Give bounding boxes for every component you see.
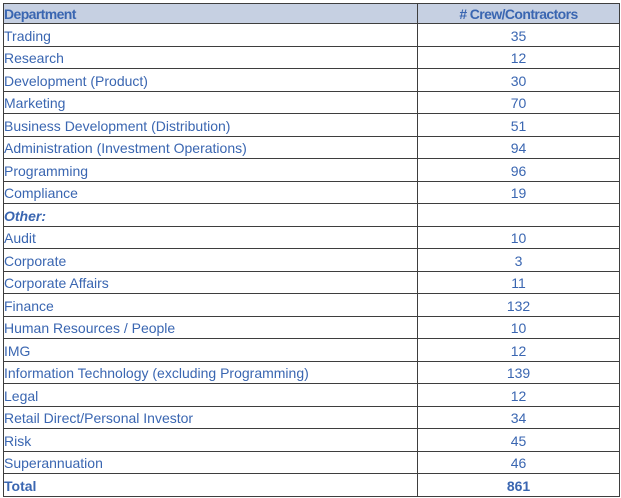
table-row — [4, 361, 620, 384]
table-row — [4, 249, 620, 272]
table-row — [4, 24, 620, 47]
table-row — [4, 114, 620, 137]
count-cell: 30 — [418, 69, 620, 92]
table-row — [4, 69, 620, 92]
department-cell: Corporate Affairs — [4, 271, 418, 294]
table-row — [4, 384, 620, 407]
department-cell: Superannuation — [4, 451, 418, 474]
total-count: 861 — [418, 474, 620, 497]
department-cell: Compliance — [4, 181, 418, 204]
count-cell: 139 — [418, 361, 620, 384]
count-cell: 132 — [418, 294, 620, 317]
table-row — [4, 451, 620, 474]
department-cell: IMG — [4, 339, 418, 362]
count-cell: 12 — [418, 384, 620, 407]
table-row — [4, 181, 620, 204]
table-row — [4, 429, 620, 452]
department-cell: Audit — [4, 226, 418, 249]
table-row — [4, 46, 620, 69]
table-row — [4, 316, 620, 339]
department-cell: Administration (Investment Operations) — [4, 136, 418, 159]
total-row — [4, 474, 620, 497]
count-cell: 96 — [418, 159, 620, 182]
header-row — [4, 4, 620, 24]
department-cell: Development (Product) — [4, 69, 418, 92]
table-row — [4, 136, 620, 159]
department-cell: Marketing — [4, 91, 418, 114]
table-row — [4, 226, 620, 249]
table-row — [4, 406, 620, 429]
department-cell: Business Development (Distribution) — [4, 114, 418, 137]
count-cell: 34 — [418, 406, 620, 429]
department-crew-table — [3, 3, 620, 497]
department-cell: Corporate — [4, 249, 418, 272]
department-cell: Human Resources / People — [4, 316, 418, 339]
department-column-header: Department — [4, 4, 418, 24]
department-cell: Trading — [4, 24, 418, 47]
count-cell: 10 — [418, 226, 620, 249]
count-cell: 35 — [418, 24, 620, 47]
department-cell: Finance — [4, 294, 418, 317]
count-cell: 3 — [418, 249, 620, 272]
department-cell: Legal — [4, 384, 418, 407]
department-cell: Retail Direct/Personal Investor — [4, 406, 418, 429]
table-row — [4, 159, 620, 182]
department-cell: Information Technology (excluding Programming) — [4, 361, 418, 384]
department-cell: Programming — [4, 159, 418, 182]
department-cell: Research — [4, 46, 418, 69]
other-section-row — [4, 204, 620, 227]
count-cell: 12 — [418, 46, 620, 69]
table-row — [4, 91, 620, 114]
count-cell: 70 — [418, 91, 620, 114]
count-cell: 51 — [418, 114, 620, 137]
other-section-label: Other: — [4, 204, 418, 227]
empty-count-cell — [418, 204, 620, 227]
count-cell: 12 — [418, 339, 620, 362]
count-cell: 46 — [418, 451, 620, 474]
table-row — [4, 271, 620, 294]
count-cell: 10 — [418, 316, 620, 339]
count-cell: 45 — [418, 429, 620, 452]
count-cell: 11 — [418, 271, 620, 294]
count-cell: 19 — [418, 181, 620, 204]
count-cell: 94 — [418, 136, 620, 159]
table-row — [4, 339, 620, 362]
department-cell: Risk — [4, 429, 418, 452]
total-label: Total — [4, 474, 418, 497]
table-row — [4, 294, 620, 317]
crew-count-column-header: # Crew/Contractors — [418, 4, 620, 24]
